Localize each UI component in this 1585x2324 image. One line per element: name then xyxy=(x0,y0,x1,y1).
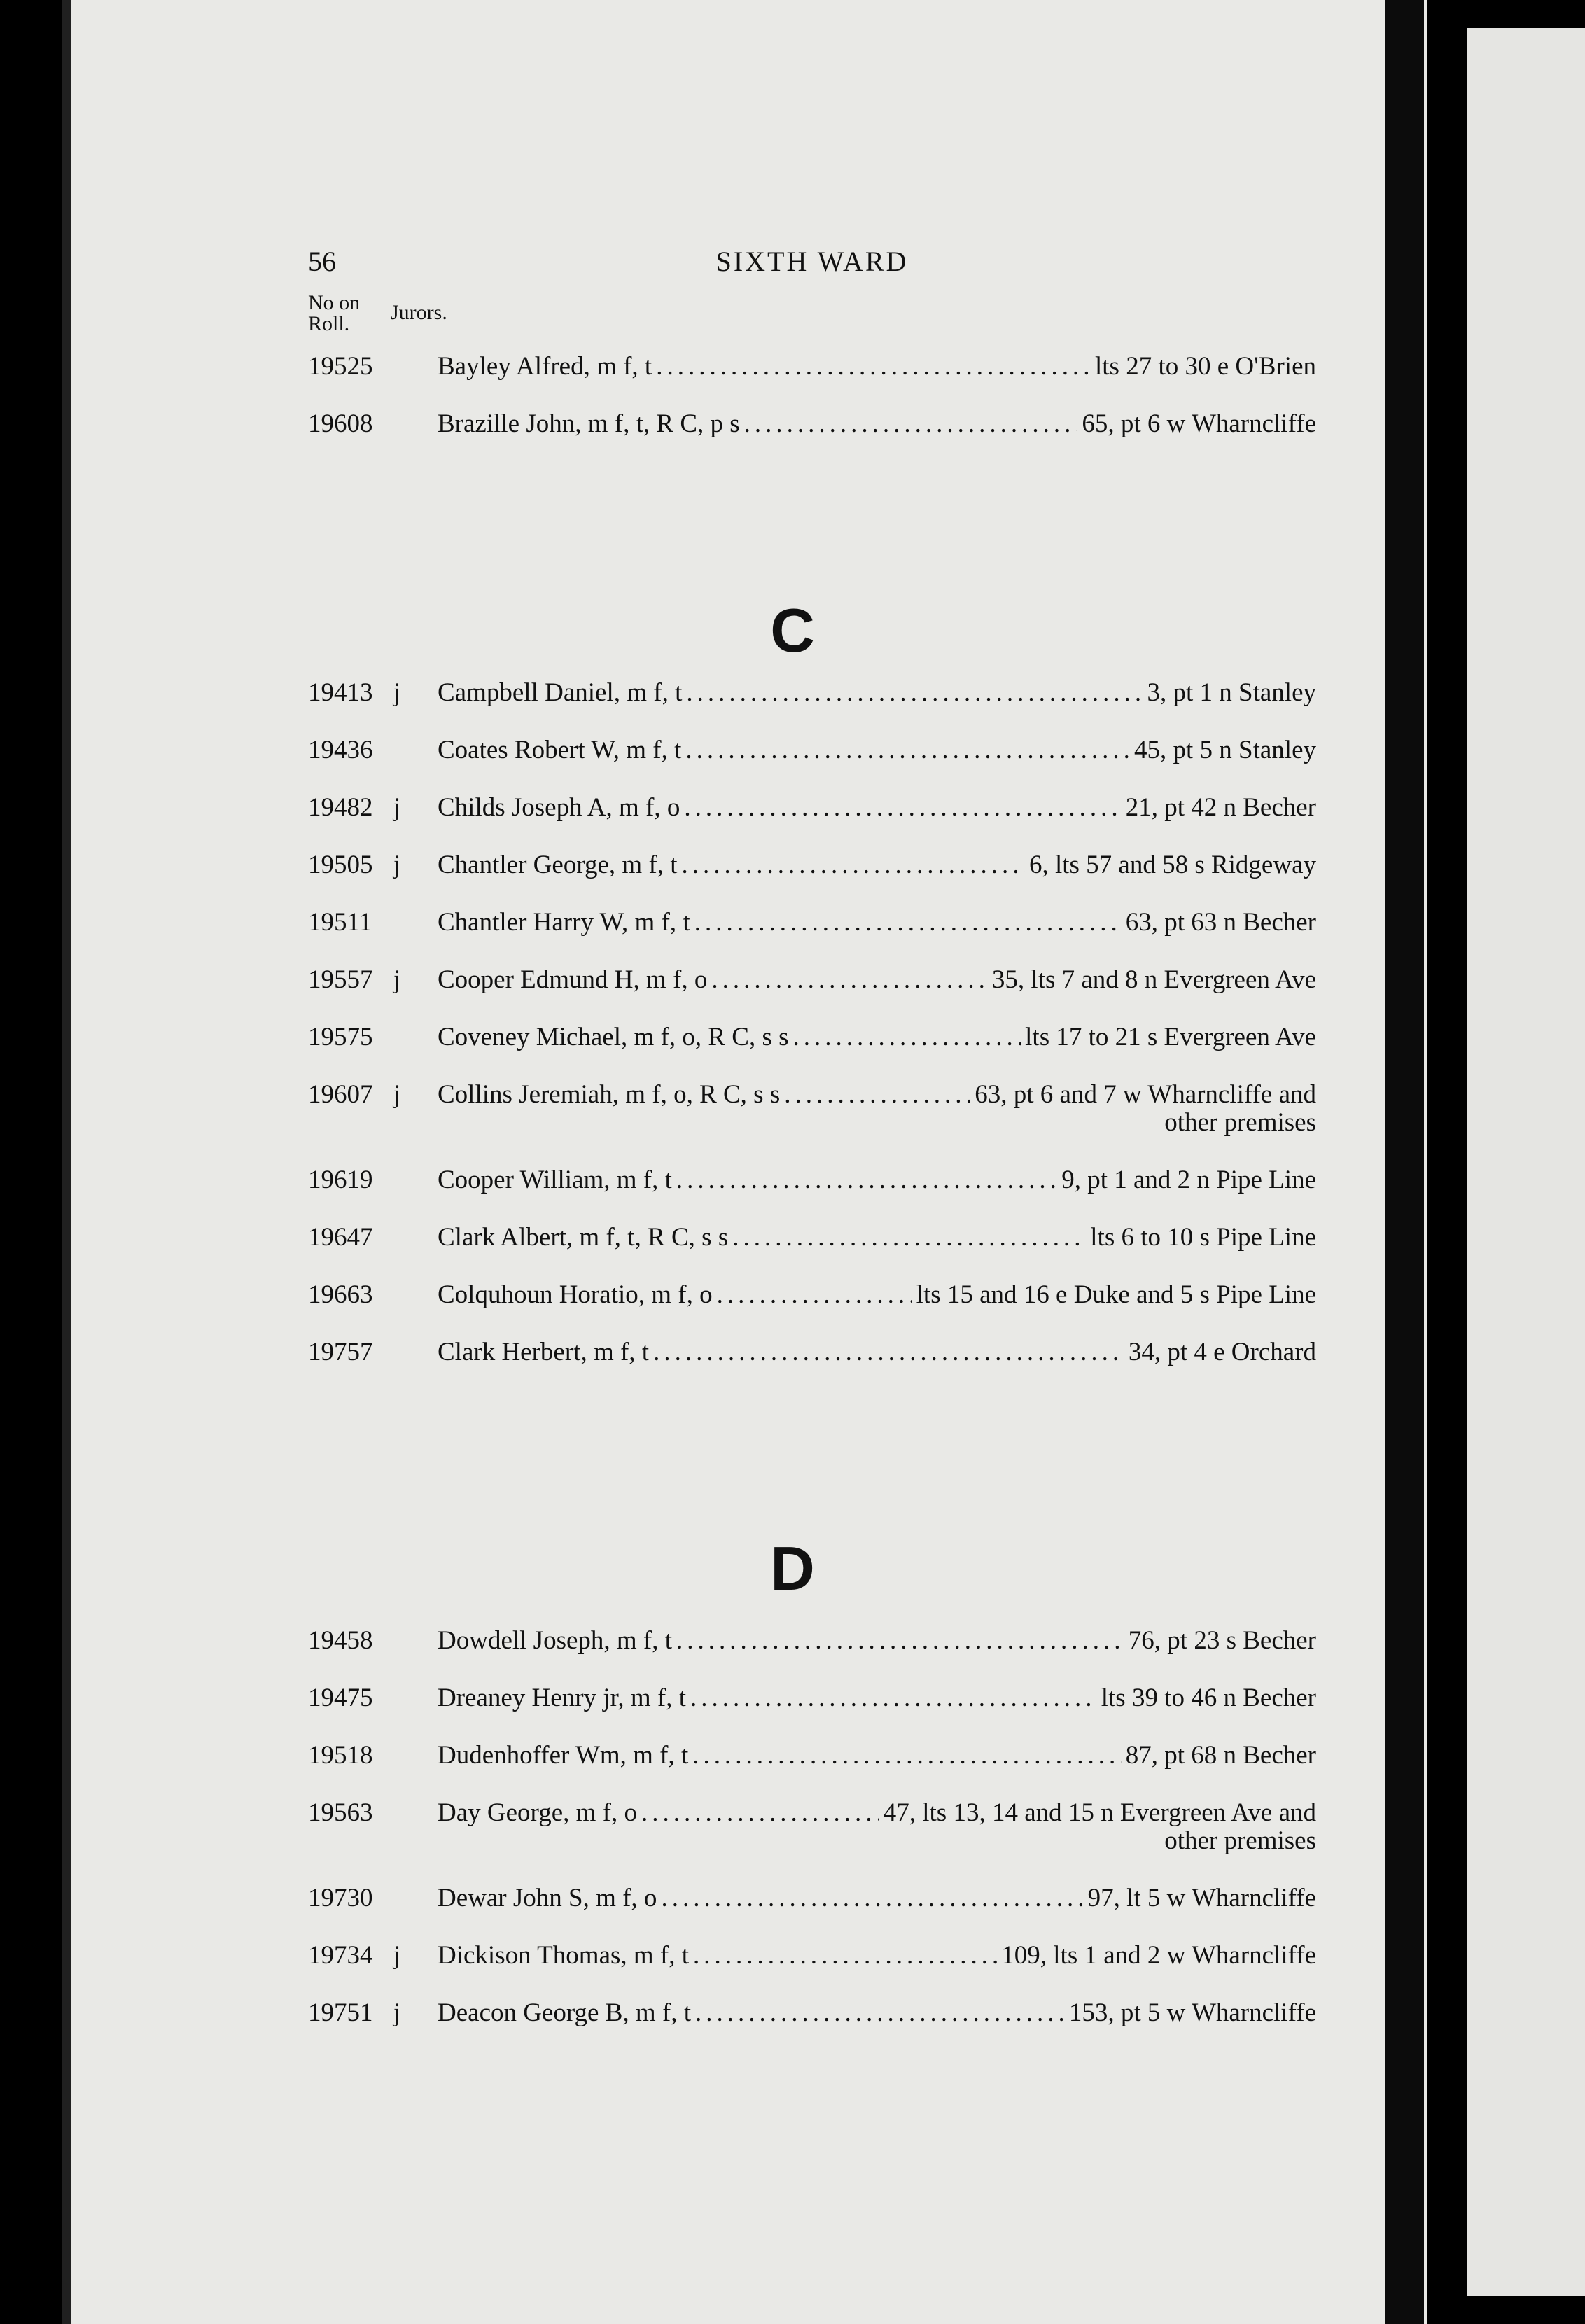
entry-line xyxy=(438,1165,1316,1195)
ward-title: SIXTH WARD xyxy=(715,246,909,277)
roll-number: 19482 xyxy=(308,793,373,822)
property-continuation: other premises xyxy=(1164,1826,1316,1855)
table-row xyxy=(308,1740,1316,1798)
entry-line xyxy=(438,1222,1316,1252)
owner-name: Dreaney Henry jr, m f, t xyxy=(438,1684,687,1712)
property-description: 47, lts 13, 14 and 15 n Evergreen Ave and xyxy=(883,1798,1316,1827)
entry-line xyxy=(438,850,1316,880)
roll-number: 19757 xyxy=(308,1338,373,1366)
roll-number: 19557 xyxy=(308,965,373,994)
book-spine xyxy=(1385,0,1424,2324)
roll-number: 19511 xyxy=(308,908,372,937)
table-row xyxy=(308,1883,1316,1940)
juror-mark: j xyxy=(393,850,401,879)
property-description: 153, pt 5 w Wharncliffe xyxy=(1068,1998,1316,2027)
page-header xyxy=(308,245,1316,287)
roll-number: 19436 xyxy=(308,736,373,764)
owner-name: Dickison Thomas, m f, t xyxy=(438,1941,690,1970)
property-description: lts 15 and 16 e Duke and 5 s Pipe Line xyxy=(916,1280,1316,1309)
entry-line xyxy=(438,1740,1316,1770)
property-description: lts 6 to 10 s Pipe Line xyxy=(1090,1223,1316,1252)
juror-mark: j xyxy=(393,678,401,707)
property-description: 65, pt 6 w Wharncliffe xyxy=(1082,410,1316,438)
table-row xyxy=(308,965,1316,1022)
roll-number: 19619 xyxy=(308,1166,373,1194)
dot-leader xyxy=(684,792,1121,822)
property-description: 45, pt 5 n Stanley xyxy=(1133,736,1316,764)
roll-number: 19730 xyxy=(308,1884,373,1912)
section-b-list xyxy=(308,351,1316,466)
dot-leader xyxy=(717,1280,912,1310)
owner-name: Cooper William, m f, t xyxy=(438,1166,672,1194)
property-description: 9, pt 1 and 2 n Pipe Line xyxy=(1061,1166,1316,1194)
entry-line xyxy=(438,351,1316,382)
roll-label-line1: No on xyxy=(308,291,361,314)
property-description: lts 39 to 46 n Becher xyxy=(1101,1684,1316,1712)
property-description: 21, pt 42 n Becher xyxy=(1125,793,1316,822)
dot-leader xyxy=(711,965,988,995)
owner-name: Dewar John S, m f, o xyxy=(438,1884,657,1912)
table-row xyxy=(308,1998,1316,2055)
roll-number: 19458 xyxy=(308,1626,373,1655)
dot-leader xyxy=(685,735,1130,765)
table-row xyxy=(308,1625,1316,1683)
juror-mark: j xyxy=(393,1998,401,2027)
entry-line xyxy=(438,1625,1316,1656)
juror-mark: j xyxy=(393,793,401,822)
dot-leader xyxy=(692,1740,1121,1770)
roll-number: 19751 xyxy=(308,1998,373,2027)
property-description: 34, pt 4 e Orchard xyxy=(1128,1338,1316,1366)
dot-leader xyxy=(641,1798,879,1828)
table-row xyxy=(308,1022,1316,1079)
entry-line xyxy=(438,907,1316,937)
table-row xyxy=(308,351,1316,409)
dot-leader xyxy=(694,907,1122,937)
table-row xyxy=(308,1165,1316,1222)
property-description: 87, pt 68 n Becher xyxy=(1125,1741,1316,1770)
juror-mark: j xyxy=(393,1080,401,1109)
owner-name: Brazille John, m f, t, R C, p s xyxy=(438,410,740,438)
juror-mark: j xyxy=(393,1941,401,1970)
owner-name: Colquhoun Horatio, m f, o xyxy=(438,1280,713,1309)
dot-leader xyxy=(695,1998,1065,2028)
property-description: lts 27 to 30 e O'Brien xyxy=(1095,352,1316,381)
table-row xyxy=(308,1683,1316,1740)
property-description: 6, lts 57 and 58 s Ridgeway xyxy=(1028,850,1316,879)
property-description: 76, pt 23 s Becher xyxy=(1128,1626,1316,1655)
adjacent-page-edge xyxy=(1467,28,1585,2296)
roll-label-line2: Roll. xyxy=(308,312,350,335)
roll-number: 19647 xyxy=(308,1223,373,1252)
dot-leader xyxy=(653,1337,1124,1367)
property-description: 109, lts 1 and 2 w Wharncliffe xyxy=(1001,1941,1316,1970)
dot-leader xyxy=(732,1222,1086,1252)
owner-name: Coates Robert W, m f, t xyxy=(438,736,682,764)
dot-leader xyxy=(793,1022,1021,1052)
entry-line xyxy=(438,1280,1316,1310)
table-row xyxy=(308,678,1316,735)
table-row xyxy=(308,907,1316,965)
section-d-list xyxy=(308,1625,1316,2055)
owner-name: Dudenhoffer Wm, m f, t xyxy=(438,1741,689,1770)
owner-name: Bayley Alfred, m f, t xyxy=(438,352,652,381)
jurors-label: Jurors. xyxy=(391,301,447,324)
table-row xyxy=(308,1280,1316,1337)
property-description: 63, pt 6 and 7 w Wharncliffe and xyxy=(975,1080,1316,1109)
dot-leader xyxy=(784,1079,970,1110)
owner-name: Dowdell Joseph, m f, t xyxy=(438,1626,673,1655)
dot-leader xyxy=(690,1683,1097,1713)
table-row xyxy=(308,1337,1316,1394)
table-row xyxy=(308,409,1316,466)
roll-number: 19505 xyxy=(308,850,373,879)
owner-name: Campbell Daniel, m f, t xyxy=(438,678,683,707)
dot-leader xyxy=(656,351,1091,382)
owner-name: Chantler George, m f, t xyxy=(438,850,678,879)
roll-number: 19563 xyxy=(308,1798,373,1827)
roll-number: 19575 xyxy=(308,1023,373,1051)
page-number: 56 xyxy=(308,246,336,277)
section-letter-c: C xyxy=(770,596,815,665)
dot-leader xyxy=(661,1883,1083,1913)
table-row xyxy=(308,850,1316,907)
column-header xyxy=(308,291,447,335)
roll-number: 19518 xyxy=(308,1741,373,1770)
property-description: 35, lts 7 and 8 n Evergreen Ave xyxy=(991,965,1316,994)
entry-line xyxy=(438,1079,1316,1110)
table-row xyxy=(308,792,1316,850)
dot-leader xyxy=(682,850,1025,880)
entry-line xyxy=(438,965,1316,995)
owner-name: Deacon George B, m f, t xyxy=(438,1998,692,2027)
entry-line xyxy=(438,1883,1316,1913)
entry-line xyxy=(438,1022,1316,1052)
roll-number: 19608 xyxy=(308,410,373,438)
entry-line xyxy=(438,1940,1316,1970)
dot-leader xyxy=(686,678,1143,708)
property-description: 63, pt 63 n Becher xyxy=(1125,908,1316,937)
entry-line xyxy=(438,409,1316,439)
dot-leader xyxy=(693,1940,997,1970)
table-row xyxy=(308,1079,1316,1165)
roll-number: 19413 xyxy=(308,678,373,707)
entry-line xyxy=(438,1998,1316,2028)
roll-number: 19475 xyxy=(308,1684,373,1712)
owner-name: Chantler Harry W, m f, t xyxy=(438,908,690,937)
entry-line xyxy=(438,792,1316,822)
section-c-list xyxy=(308,678,1316,1394)
owner-name: Clark Albert, m f, t, R C, s s xyxy=(438,1223,729,1252)
dot-leader xyxy=(676,1625,1124,1656)
entry-line xyxy=(438,1683,1316,1713)
table-row xyxy=(308,735,1316,792)
entry-line xyxy=(438,678,1316,708)
section-letter-d: D xyxy=(770,1534,815,1603)
roll-number: 19663 xyxy=(308,1280,373,1309)
property-description: 97, lt 5 w Wharncliffe xyxy=(1087,1884,1316,1912)
juror-mark: j xyxy=(393,965,401,994)
table-row xyxy=(308,1940,1316,1998)
property-description: lts 17 to 21 s Evergreen Ave xyxy=(1025,1023,1316,1051)
dot-leader xyxy=(676,1165,1057,1195)
owner-name: Cooper Edmund H, m f, o xyxy=(438,965,708,994)
owner-name: Day George, m f, o xyxy=(438,1798,637,1827)
property-description: 3, pt 1 n Stanley xyxy=(1147,678,1316,707)
property-continuation: other premises xyxy=(1164,1108,1316,1137)
table-row xyxy=(308,1222,1316,1280)
owner-name: Clark Herbert, m f, t xyxy=(438,1338,650,1366)
entry-line xyxy=(438,1798,1316,1828)
owner-name: Collins Jeremiah, m f, o, R C, s s xyxy=(438,1080,781,1109)
dot-leader xyxy=(744,409,1078,439)
entry-line xyxy=(438,735,1316,765)
entry-line xyxy=(438,1337,1316,1367)
owner-name: Coveney Michael, m f, o, R C, s s xyxy=(438,1023,789,1051)
roll-number: 19734 xyxy=(308,1941,373,1970)
table-row xyxy=(308,1798,1316,1883)
roll-number: 19607 xyxy=(308,1080,373,1109)
roll-number: 19525 xyxy=(308,352,373,381)
owner-name: Childs Joseph A, m f, o xyxy=(438,793,680,822)
